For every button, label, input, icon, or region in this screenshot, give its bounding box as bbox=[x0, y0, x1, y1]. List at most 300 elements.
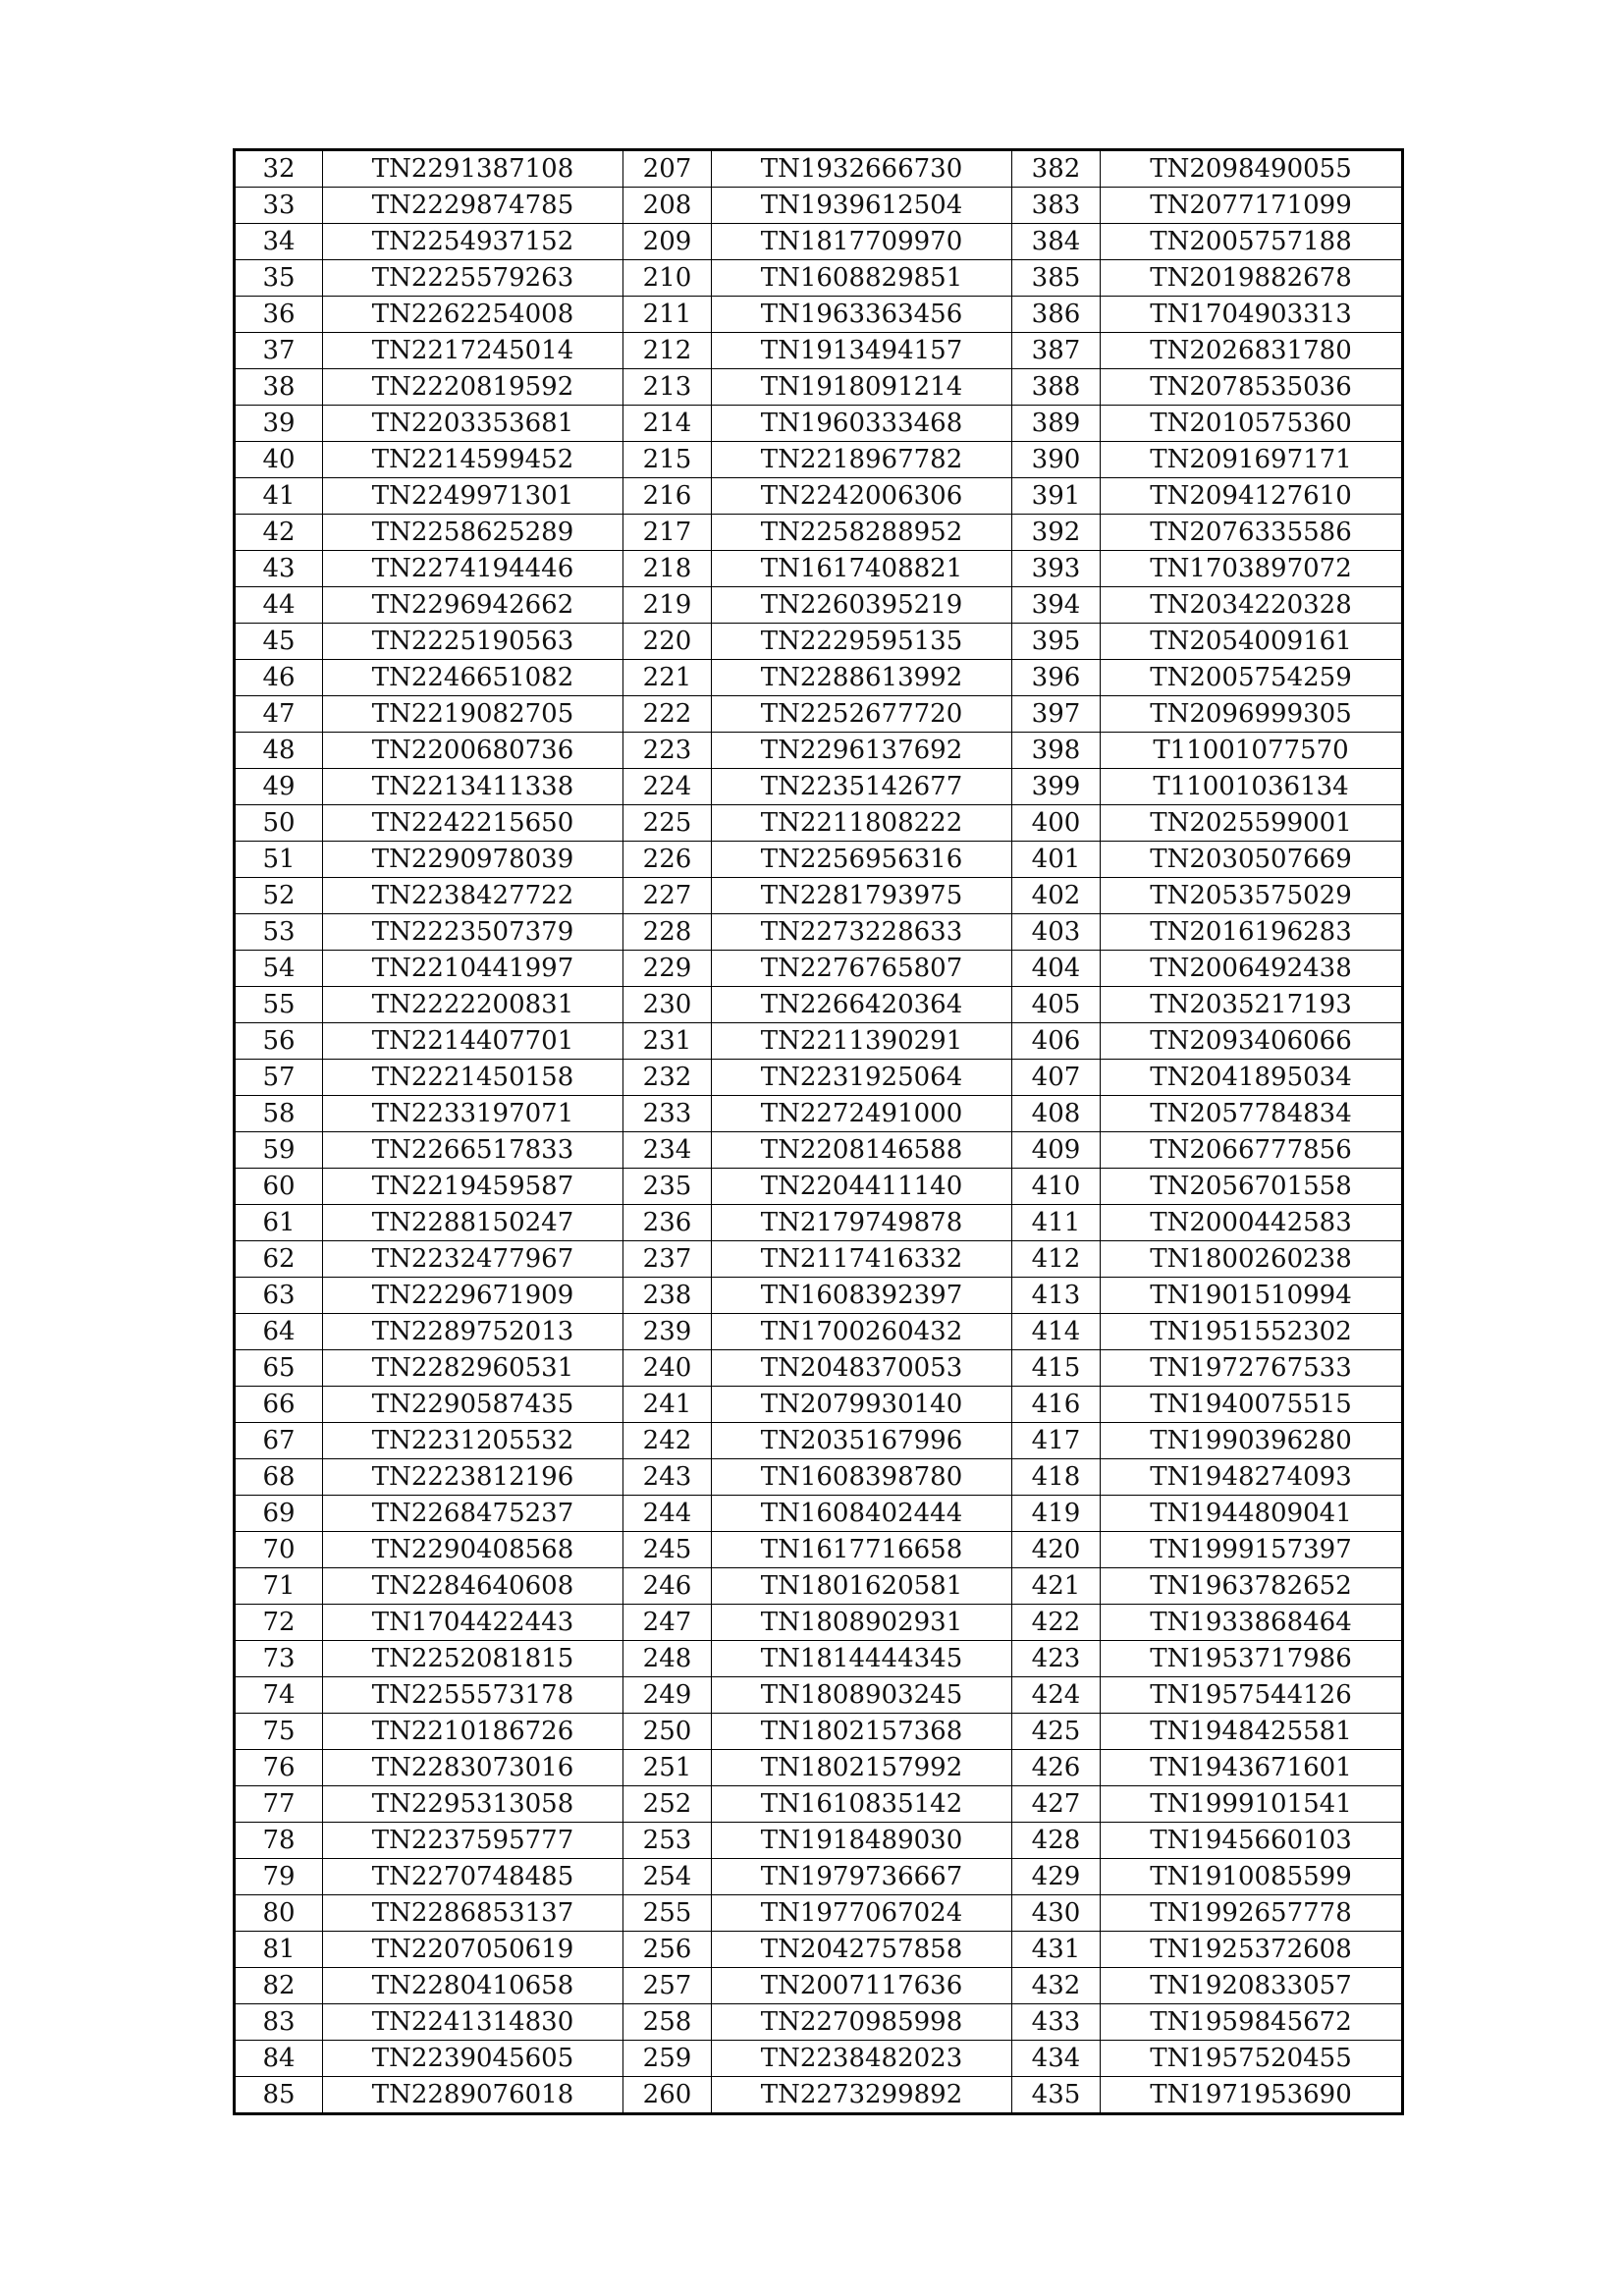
table-row bbox=[235, 1750, 1403, 1786]
cell-row-number-c: 413 bbox=[1012, 1278, 1101, 1314]
cell-code-a: TN2214599452 bbox=[323, 442, 623, 478]
cell-code-b: TN2260395219 bbox=[712, 587, 1012, 624]
table-row bbox=[235, 1932, 1403, 1968]
cell-code-c: TN1951552302 bbox=[1101, 1314, 1403, 1350]
table-row bbox=[235, 188, 1403, 224]
cell-code-b: TN2272491000 bbox=[712, 1096, 1012, 1132]
cell-row-number-a: 40 bbox=[235, 442, 323, 478]
cell-row-number-b: 208 bbox=[623, 188, 712, 224]
cell-row-number-b: 216 bbox=[623, 478, 712, 515]
cell-row-number-c: 400 bbox=[1012, 805, 1101, 842]
table-row bbox=[235, 1786, 1403, 1823]
cell-row-number-a: 60 bbox=[235, 1169, 323, 1205]
cell-row-number-a: 62 bbox=[235, 1241, 323, 1278]
table-row bbox=[235, 1605, 1403, 1641]
cell-code-a: TN2203353681 bbox=[323, 406, 623, 442]
cell-code-b: TN1960333468 bbox=[712, 406, 1012, 442]
cell-row-number-b: 252 bbox=[623, 1786, 712, 1823]
cell-row-number-c: 423 bbox=[1012, 1641, 1101, 1677]
cell-row-number-a: 55 bbox=[235, 987, 323, 1023]
cell-row-number-c: 415 bbox=[1012, 1350, 1101, 1387]
cell-code-c: TN2076335586 bbox=[1101, 515, 1403, 551]
cell-code-b: TN1963363456 bbox=[712, 297, 1012, 333]
cell-row-number-c: 393 bbox=[1012, 551, 1101, 587]
cell-row-number-a: 69 bbox=[235, 1496, 323, 1532]
table-row bbox=[235, 1132, 1403, 1169]
cell-code-b: TN2273228633 bbox=[712, 914, 1012, 951]
table-row bbox=[235, 1823, 1403, 1859]
cell-row-number-b: 211 bbox=[623, 297, 712, 333]
table-row bbox=[235, 1568, 1403, 1605]
cell-row-number-c: 396 bbox=[1012, 660, 1101, 696]
cell-code-a: TN2252081815 bbox=[323, 1641, 623, 1677]
cell-code-b: TN2204411140 bbox=[712, 1169, 1012, 1205]
table-row bbox=[235, 951, 1403, 987]
cell-row-number-a: 74 bbox=[235, 1677, 323, 1714]
table-row bbox=[235, 587, 1403, 624]
cell-code-a: TN2221450158 bbox=[323, 1060, 623, 1096]
cell-code-a: TN2219459587 bbox=[323, 1169, 623, 1205]
cell-code-b: TN1939612504 bbox=[712, 188, 1012, 224]
cell-code-b: TN2048370053 bbox=[712, 1350, 1012, 1387]
cell-row-number-a: 61 bbox=[235, 1205, 323, 1241]
cell-code-c: TN1953717986 bbox=[1101, 1641, 1403, 1677]
cell-code-c: TN2025599001 bbox=[1101, 805, 1403, 842]
cell-row-number-c: 404 bbox=[1012, 951, 1101, 987]
cell-code-a: TN2233197071 bbox=[323, 1096, 623, 1132]
cell-row-number-b: 258 bbox=[623, 2004, 712, 2041]
cell-row-number-c: 409 bbox=[1012, 1132, 1101, 1169]
cell-code-c: TN1971953690 bbox=[1101, 2077, 1403, 2114]
cell-code-a: TN2229874785 bbox=[323, 188, 623, 224]
cell-row-number-b: 224 bbox=[623, 769, 712, 805]
cell-code-c: TN1999157397 bbox=[1101, 1532, 1403, 1568]
cell-code-c: TN2035217193 bbox=[1101, 987, 1403, 1023]
cell-row-number-b: 254 bbox=[623, 1859, 712, 1895]
code-table bbox=[233, 148, 1404, 2115]
table-row bbox=[235, 842, 1403, 878]
cell-row-number-c: 430 bbox=[1012, 1895, 1101, 1932]
cell-code-a: TN2217245014 bbox=[323, 333, 623, 369]
cell-row-number-b: 240 bbox=[623, 1350, 712, 1387]
cell-row-number-b: 241 bbox=[623, 1387, 712, 1423]
cell-code-c: TN2066777856 bbox=[1101, 1132, 1403, 1169]
cell-code-b: TN1808902931 bbox=[712, 1605, 1012, 1641]
cell-row-number-b: 230 bbox=[623, 987, 712, 1023]
cell-code-a: TN2284640608 bbox=[323, 1568, 623, 1605]
cell-code-c: TN2091697171 bbox=[1101, 442, 1403, 478]
cell-row-number-a: 63 bbox=[235, 1278, 323, 1314]
cell-row-number-a: 42 bbox=[235, 515, 323, 551]
table-row bbox=[235, 1387, 1403, 1423]
cell-row-number-c: 388 bbox=[1012, 369, 1101, 406]
table-row bbox=[235, 1096, 1403, 1132]
cell-code-b: TN1918091214 bbox=[712, 369, 1012, 406]
cell-row-number-b: 255 bbox=[623, 1895, 712, 1932]
cell-code-c: TN1992657778 bbox=[1101, 1895, 1403, 1932]
cell-code-c: TN1972767533 bbox=[1101, 1350, 1403, 1387]
cell-code-b: TN2231925064 bbox=[712, 1060, 1012, 1096]
table-row bbox=[235, 406, 1403, 442]
cell-row-number-a: 35 bbox=[235, 260, 323, 297]
table-row bbox=[235, 1060, 1403, 1096]
cell-code-c: TN1901510994 bbox=[1101, 1278, 1403, 1314]
cell-code-b: TN2276765807 bbox=[712, 951, 1012, 987]
cell-row-number-c: 389 bbox=[1012, 406, 1101, 442]
cell-code-a: TN2286853137 bbox=[323, 1895, 623, 1932]
cell-row-number-c: 399 bbox=[1012, 769, 1101, 805]
cell-row-number-b: 213 bbox=[623, 369, 712, 406]
cell-row-number-a: 57 bbox=[235, 1060, 323, 1096]
cell-code-c: TN1933868464 bbox=[1101, 1605, 1403, 1641]
cell-code-c: TN2019882678 bbox=[1101, 260, 1403, 297]
cell-row-number-c: 421 bbox=[1012, 1568, 1101, 1605]
cell-row-number-c: 414 bbox=[1012, 1314, 1101, 1350]
table-row bbox=[235, 1714, 1403, 1750]
cell-row-number-c: 417 bbox=[1012, 1423, 1101, 1459]
cell-code-b: TN2296137692 bbox=[712, 733, 1012, 769]
cell-row-number-b: 229 bbox=[623, 951, 712, 987]
table-row bbox=[235, 660, 1403, 696]
table-row bbox=[235, 1314, 1403, 1350]
cell-code-c: TN2093406066 bbox=[1101, 1023, 1403, 1060]
cell-row-number-c: 434 bbox=[1012, 2041, 1101, 2077]
cell-row-number-c: 419 bbox=[1012, 1496, 1101, 1532]
cell-row-number-a: 52 bbox=[235, 878, 323, 914]
table-row bbox=[235, 1023, 1403, 1060]
cell-row-number-b: 249 bbox=[623, 1677, 712, 1714]
cell-code-b: TN1802157368 bbox=[712, 1714, 1012, 1750]
cell-row-number-c: 406 bbox=[1012, 1023, 1101, 1060]
cell-row-number-a: 68 bbox=[235, 1459, 323, 1496]
cell-row-number-c: 411 bbox=[1012, 1205, 1101, 1241]
cell-code-b: TN1932666730 bbox=[712, 150, 1012, 188]
cell-row-number-b: 251 bbox=[623, 1750, 712, 1786]
cell-code-b: TN1617716658 bbox=[712, 1532, 1012, 1568]
table-row bbox=[235, 2041, 1403, 2077]
table-row bbox=[235, 2004, 1403, 2041]
table-row bbox=[235, 1895, 1403, 1932]
cell-row-number-b: 225 bbox=[623, 805, 712, 842]
cell-code-b: TN1608392397 bbox=[712, 1278, 1012, 1314]
cell-row-number-b: 248 bbox=[623, 1641, 712, 1677]
cell-row-number-b: 253 bbox=[623, 1823, 712, 1859]
cell-code-b: TN1608398780 bbox=[712, 1459, 1012, 1496]
cell-row-number-a: 71 bbox=[235, 1568, 323, 1605]
cell-code-b: TN2179749878 bbox=[712, 1205, 1012, 1241]
table-row bbox=[235, 515, 1403, 551]
cell-row-number-a: 67 bbox=[235, 1423, 323, 1459]
cell-code-b: TN2042757858 bbox=[712, 1932, 1012, 1968]
table-row bbox=[235, 442, 1403, 478]
cell-code-c: TN2010575360 bbox=[1101, 406, 1403, 442]
cell-row-number-b: 226 bbox=[623, 842, 712, 878]
cell-code-b: TN2242006306 bbox=[712, 478, 1012, 515]
cell-row-number-b: 215 bbox=[623, 442, 712, 478]
cell-code-c: TN1910085599 bbox=[1101, 1859, 1403, 1895]
cell-code-c: TN1990396280 bbox=[1101, 1423, 1403, 1459]
cell-row-number-a: 49 bbox=[235, 769, 323, 805]
cell-code-b: TN1617408821 bbox=[712, 551, 1012, 587]
cell-row-number-a: 72 bbox=[235, 1605, 323, 1641]
cell-code-c: TN2053575029 bbox=[1101, 878, 1403, 914]
cell-row-number-b: 207 bbox=[623, 150, 712, 188]
table-row bbox=[235, 333, 1403, 369]
cell-code-b: TN2258288952 bbox=[712, 515, 1012, 551]
table-row bbox=[235, 878, 1403, 914]
cell-row-number-b: 244 bbox=[623, 1496, 712, 1532]
cell-code-c: TN1920833057 bbox=[1101, 1968, 1403, 2004]
table-row bbox=[235, 1350, 1403, 1387]
cell-row-number-b: 228 bbox=[623, 914, 712, 951]
cell-code-b: TN2288613992 bbox=[712, 660, 1012, 696]
cell-code-c: TN2000442583 bbox=[1101, 1205, 1403, 1241]
table-row bbox=[235, 987, 1403, 1023]
table-row bbox=[235, 1205, 1403, 1241]
cell-row-number-b: 242 bbox=[623, 1423, 712, 1459]
cell-code-a: TN2242215650 bbox=[323, 805, 623, 842]
cell-code-c: TN2054009161 bbox=[1101, 624, 1403, 660]
table-row bbox=[235, 297, 1403, 333]
cell-code-b: TN2252677720 bbox=[712, 696, 1012, 733]
cell-row-number-c: 403 bbox=[1012, 914, 1101, 951]
cell-code-a: TN2249971301 bbox=[323, 478, 623, 515]
cell-row-number-a: 59 bbox=[235, 1132, 323, 1169]
cell-code-a: TN2239045605 bbox=[323, 2041, 623, 2077]
cell-code-a: TN2200680736 bbox=[323, 733, 623, 769]
cell-row-number-c: 428 bbox=[1012, 1823, 1101, 1859]
cell-code-c: TN1925372608 bbox=[1101, 1932, 1403, 1968]
cell-row-number-c: 382 bbox=[1012, 150, 1101, 188]
cell-code-a: TN2288150247 bbox=[323, 1205, 623, 1241]
cell-row-number-c: 401 bbox=[1012, 842, 1101, 878]
cell-row-number-b: 239 bbox=[623, 1314, 712, 1350]
cell-row-number-a: 34 bbox=[235, 224, 323, 260]
cell-row-number-a: 39 bbox=[235, 406, 323, 442]
cell-row-number-a: 77 bbox=[235, 1786, 323, 1823]
cell-code-b: TN1801620581 bbox=[712, 1568, 1012, 1605]
table-row bbox=[235, 224, 1403, 260]
cell-row-number-a: 84 bbox=[235, 2041, 323, 2077]
cell-code-b: TN1700260432 bbox=[712, 1314, 1012, 1350]
cell-code-c: TN2098490055 bbox=[1101, 150, 1403, 188]
cell-row-number-a: 50 bbox=[235, 805, 323, 842]
cell-row-number-b: 236 bbox=[623, 1205, 712, 1241]
cell-row-number-c: 424 bbox=[1012, 1677, 1101, 1714]
cell-code-a: TN2223507379 bbox=[323, 914, 623, 951]
cell-row-number-b: 238 bbox=[623, 1278, 712, 1314]
cell-code-b: TN2211390291 bbox=[712, 1023, 1012, 1060]
table-row bbox=[235, 2077, 1403, 2114]
cell-code-a: TN2289752013 bbox=[323, 1314, 623, 1350]
cell-code-a: TN2231205532 bbox=[323, 1423, 623, 1459]
cell-code-a: TN2296942662 bbox=[323, 587, 623, 624]
cell-row-number-b: 219 bbox=[623, 587, 712, 624]
cell-code-a: TN2290978039 bbox=[323, 842, 623, 878]
cell-row-number-c: 416 bbox=[1012, 1387, 1101, 1423]
cell-row-number-a: 36 bbox=[235, 297, 323, 333]
cell-code-c: TN2005757188 bbox=[1101, 224, 1403, 260]
table-row bbox=[235, 1241, 1403, 1278]
table-row bbox=[235, 260, 1403, 297]
cell-row-number-a: 76 bbox=[235, 1750, 323, 1786]
cell-code-b: TN2270985998 bbox=[712, 2004, 1012, 2041]
cell-row-number-c: 386 bbox=[1012, 297, 1101, 333]
cell-code-c: TN1948425581 bbox=[1101, 1714, 1403, 1750]
table-row bbox=[235, 478, 1403, 515]
cell-row-number-b: 257 bbox=[623, 1968, 712, 2004]
cell-code-c: TN2006492438 bbox=[1101, 951, 1403, 987]
cell-row-number-b: 247 bbox=[623, 1605, 712, 1641]
table-row bbox=[235, 914, 1403, 951]
cell-code-c: TN2030507669 bbox=[1101, 842, 1403, 878]
cell-code-c: TN1948274093 bbox=[1101, 1459, 1403, 1496]
cell-row-number-c: 420 bbox=[1012, 1532, 1101, 1568]
cell-row-number-b: 235 bbox=[623, 1169, 712, 1205]
cell-row-number-a: 82 bbox=[235, 1968, 323, 2004]
cell-row-number-c: 435 bbox=[1012, 2077, 1101, 2114]
cell-row-number-a: 78 bbox=[235, 1823, 323, 1859]
cell-code-c: TN1959845672 bbox=[1101, 2004, 1403, 2041]
cell-row-number-c: 384 bbox=[1012, 224, 1101, 260]
cell-row-number-b: 250 bbox=[623, 1714, 712, 1750]
cell-row-number-b: 234 bbox=[623, 1132, 712, 1169]
cell-code-a: TN2210186726 bbox=[323, 1714, 623, 1750]
cell-code-b: TN2211808222 bbox=[712, 805, 1012, 842]
cell-row-number-c: 432 bbox=[1012, 1968, 1101, 2004]
cell-row-number-b: 259 bbox=[623, 2041, 712, 2077]
cell-code-b: TN1918489030 bbox=[712, 1823, 1012, 1859]
cell-row-number-b: 233 bbox=[623, 1096, 712, 1132]
cell-code-a: TN2213411338 bbox=[323, 769, 623, 805]
cell-row-number-a: 80 bbox=[235, 1895, 323, 1932]
cell-code-a: TN2254937152 bbox=[323, 224, 623, 260]
cell-code-a: TN2268475237 bbox=[323, 1496, 623, 1532]
cell-row-number-a: 83 bbox=[235, 2004, 323, 2041]
table-row bbox=[235, 1677, 1403, 1714]
cell-code-c: TN2034220328 bbox=[1101, 587, 1403, 624]
cell-row-number-c: 429 bbox=[1012, 1859, 1101, 1895]
table-row bbox=[235, 1169, 1403, 1205]
cell-row-number-a: 54 bbox=[235, 951, 323, 987]
cell-code-c: TN2096999305 bbox=[1101, 696, 1403, 733]
cell-row-number-c: 431 bbox=[1012, 1932, 1101, 1968]
cell-code-b: TN2281793975 bbox=[712, 878, 1012, 914]
cell-code-a: TN2283073016 bbox=[323, 1750, 623, 1786]
cell-row-number-a: 56 bbox=[235, 1023, 323, 1060]
cell-code-c: T11001036134 bbox=[1101, 769, 1403, 805]
cell-code-a: TN2280410658 bbox=[323, 1968, 623, 2004]
cell-row-number-a: 33 bbox=[235, 188, 323, 224]
cell-row-number-a: 48 bbox=[235, 733, 323, 769]
cell-row-number-c: 391 bbox=[1012, 478, 1101, 515]
cell-row-number-a: 43 bbox=[235, 551, 323, 587]
cell-row-number-a: 79 bbox=[235, 1859, 323, 1895]
cell-code-a: TN2290408568 bbox=[323, 1532, 623, 1568]
cell-code-b: TN1817709970 bbox=[712, 224, 1012, 260]
table-row bbox=[235, 624, 1403, 660]
cell-code-b: TN1610835142 bbox=[712, 1786, 1012, 1823]
cell-row-number-c: 390 bbox=[1012, 442, 1101, 478]
cell-code-b: TN1814444345 bbox=[712, 1641, 1012, 1677]
table-row bbox=[235, 150, 1403, 188]
cell-code-a: TN2238427722 bbox=[323, 878, 623, 914]
cell-row-number-b: 217 bbox=[623, 515, 712, 551]
cell-code-a: TN2223812196 bbox=[323, 1459, 623, 1496]
cell-row-number-a: 64 bbox=[235, 1314, 323, 1350]
table-row bbox=[235, 1532, 1403, 1568]
cell-row-number-b: 245 bbox=[623, 1532, 712, 1568]
cell-row-number-a: 70 bbox=[235, 1532, 323, 1568]
cell-code-b: TN2218967782 bbox=[712, 442, 1012, 478]
cell-row-number-a: 44 bbox=[235, 587, 323, 624]
cell-row-number-a: 73 bbox=[235, 1641, 323, 1677]
cell-code-c: TN1940075515 bbox=[1101, 1387, 1403, 1423]
table-row bbox=[235, 1968, 1403, 2004]
table-row bbox=[235, 696, 1403, 733]
cell-row-number-b: 232 bbox=[623, 1060, 712, 1096]
cell-row-number-c: 385 bbox=[1012, 260, 1101, 297]
cell-code-a: TN2262254008 bbox=[323, 297, 623, 333]
table-body bbox=[235, 150, 1403, 2114]
cell-row-number-a: 38 bbox=[235, 369, 323, 406]
cell-code-a: TN2241314830 bbox=[323, 2004, 623, 2041]
cell-row-number-c: 383 bbox=[1012, 188, 1101, 224]
cell-code-b: TN1977067024 bbox=[712, 1895, 1012, 1932]
cell-code-a: TN2282960531 bbox=[323, 1350, 623, 1387]
cell-code-a: TN2219082705 bbox=[323, 696, 623, 733]
cell-code-b: TN1979736667 bbox=[712, 1859, 1012, 1895]
cell-row-number-c: 395 bbox=[1012, 624, 1101, 660]
cell-row-number-a: 53 bbox=[235, 914, 323, 951]
cell-row-number-a: 32 bbox=[235, 150, 323, 188]
cell-row-number-a: 46 bbox=[235, 660, 323, 696]
cell-row-number-c: 422 bbox=[1012, 1605, 1101, 1641]
cell-code-c: TN2041895034 bbox=[1101, 1060, 1403, 1096]
cell-code-a: TN2210441997 bbox=[323, 951, 623, 987]
cell-code-a: TN2270748485 bbox=[323, 1859, 623, 1895]
cell-row-number-c: 412 bbox=[1012, 1241, 1101, 1278]
cell-code-c: TN1944809041 bbox=[1101, 1496, 1403, 1532]
cell-row-number-b: 222 bbox=[623, 696, 712, 733]
cell-row-number-c: 426 bbox=[1012, 1750, 1101, 1786]
cell-code-a: TN2229671909 bbox=[323, 1278, 623, 1314]
table-row bbox=[235, 369, 1403, 406]
table-row bbox=[235, 805, 1403, 842]
table-row bbox=[235, 1423, 1403, 1459]
cell-row-number-a: 45 bbox=[235, 624, 323, 660]
cell-row-number-a: 47 bbox=[235, 696, 323, 733]
cell-row-number-c: 387 bbox=[1012, 333, 1101, 369]
table-row bbox=[235, 769, 1403, 805]
cell-code-a: TN2225190563 bbox=[323, 624, 623, 660]
cell-code-c: TN1943671601 bbox=[1101, 1750, 1403, 1786]
cell-row-number-b: 221 bbox=[623, 660, 712, 696]
cell-code-c: TN2016196283 bbox=[1101, 914, 1403, 951]
cell-code-b: TN2007117636 bbox=[712, 1968, 1012, 2004]
cell-code-a: TN2291387108 bbox=[323, 150, 623, 188]
cell-row-number-c: 405 bbox=[1012, 987, 1101, 1023]
cell-row-number-a: 81 bbox=[235, 1932, 323, 1968]
cell-row-number-c: 418 bbox=[1012, 1459, 1101, 1496]
cell-code-c: TN1704903313 bbox=[1101, 297, 1403, 333]
cell-code-c: TN1957544126 bbox=[1101, 1677, 1403, 1714]
cell-row-number-c: 410 bbox=[1012, 1169, 1101, 1205]
cell-row-number-b: 218 bbox=[623, 551, 712, 587]
cell-row-number-b: 214 bbox=[623, 406, 712, 442]
cell-row-number-a: 65 bbox=[235, 1350, 323, 1387]
cell-row-number-c: 392 bbox=[1012, 515, 1101, 551]
